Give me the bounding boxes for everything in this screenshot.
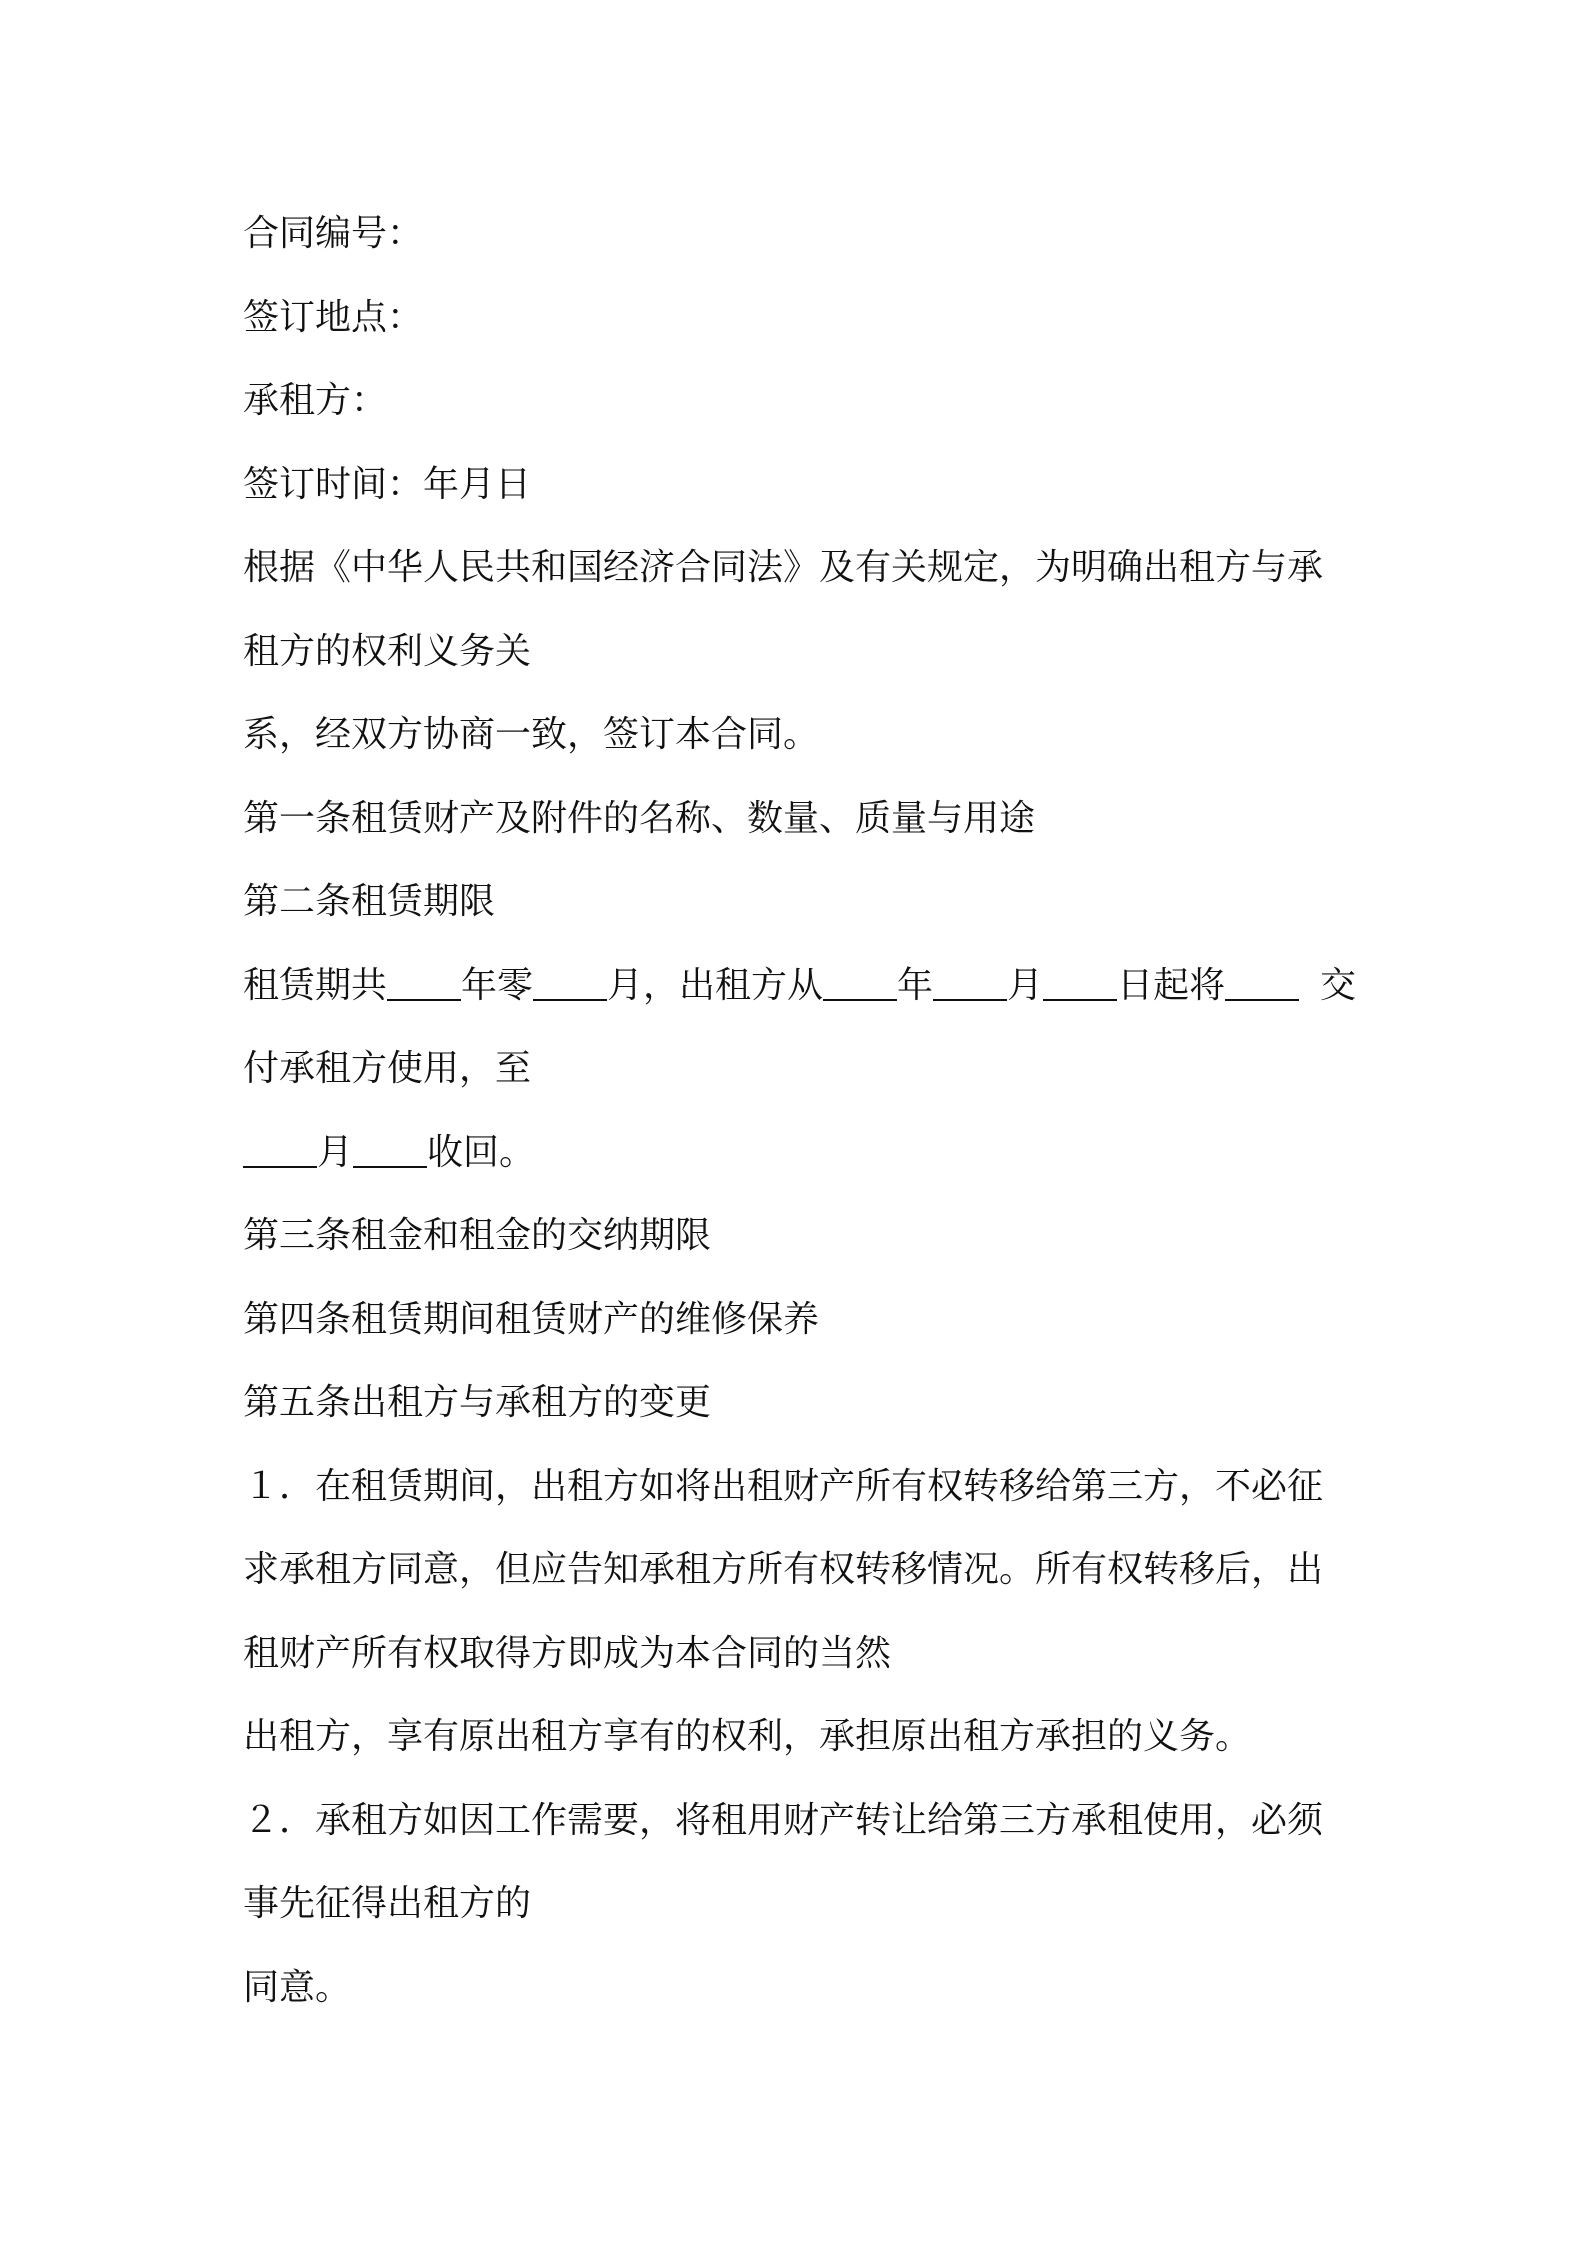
- contract-number-line: 合同编号：: [243, 213, 424, 254]
- term-text: 年零: [461, 964, 534, 1006]
- blank-field: [933, 969, 1007, 1001]
- lease-term-line-3: [243, 1111, 1363, 1195]
- blank-field: [387, 969, 461, 1001]
- blank-field: [353, 1136, 427, 1168]
- blank-field: [1043, 969, 1117, 1001]
- blank-field: [823, 969, 897, 1001]
- lease-term-line-2: 付承租方使用，至: [243, 1048, 532, 1089]
- term-text: 月，出租方从: [607, 964, 824, 1006]
- clause-1-line-1: １．在租赁期间，出租方如将出租财产所有权转移给第三方，不必征: [243, 1465, 1324, 1507]
- sign-place-line: 签订地点：: [243, 296, 424, 338]
- term-text: 日起将: [1117, 964, 1226, 1006]
- blank-field: [533, 969, 607, 1001]
- intro-line-1: 根据《中华人民共和国经济合同法》及有关规定，为明确出租方与承: [243, 547, 1324, 588]
- clause-1-line-2: 求承租方同意，但应告知承租方所有权转移情况。所有权转移后，出: [243, 1549, 1324, 1590]
- intro-line-3: 系，经双方协商一致，签订本合同。: [243, 714, 820, 755]
- term-text: 年: [897, 964, 934, 1006]
- term-text: 收回。: [427, 1131, 536, 1173]
- clause-1-line-4: 出租方，享有原出租方享有的权利，承担原出租方承担的义务。: [243, 1716, 1252, 1757]
- clause-1-line-3: 租财产所有权取得方即成为本合同的当然: [243, 1632, 892, 1674]
- article-3-heading: 第三条租金和租金的交纳期限: [243, 1215, 712, 1256]
- clause-2-line-1: ２．承租方如因工作需要，将租用财产转让给第三方承租使用，必须: [243, 1799, 1324, 1841]
- blank-field: [243, 1136, 317, 1168]
- article-1-heading: 第一条租赁财产及附件的名称、数量、质量与用途: [243, 797, 1036, 839]
- term-text: 月: [317, 1131, 354, 1173]
- term-text: 交: [1319, 964, 1356, 1006]
- article-5-heading: 第五条出租方与承租方的变更: [243, 1382, 712, 1423]
- article-2-heading: 第二条租赁期限: [243, 881, 496, 922]
- blank-field: [1225, 969, 1299, 1001]
- lessee-line: 承租方：: [243, 380, 388, 421]
- article-4-heading: 第四条租赁期间租赁财产的维修保养: [243, 1298, 820, 1340]
- term-text: 租赁期共: [243, 964, 388, 1006]
- term-text: 月: [1007, 964, 1044, 1006]
- lease-term-line-1: [243, 944, 1356, 1028]
- intro-line-2: 租方的权利义务关: [243, 630, 532, 672]
- clause-2-line-2: 事先征得出租方的: [243, 1883, 532, 1924]
- contract-body: [243, 192, 1363, 2029]
- sign-time-line: 签订时间：年月日: [243, 463, 532, 505]
- clause-2-line-3: 同意。: [243, 1966, 352, 2008]
